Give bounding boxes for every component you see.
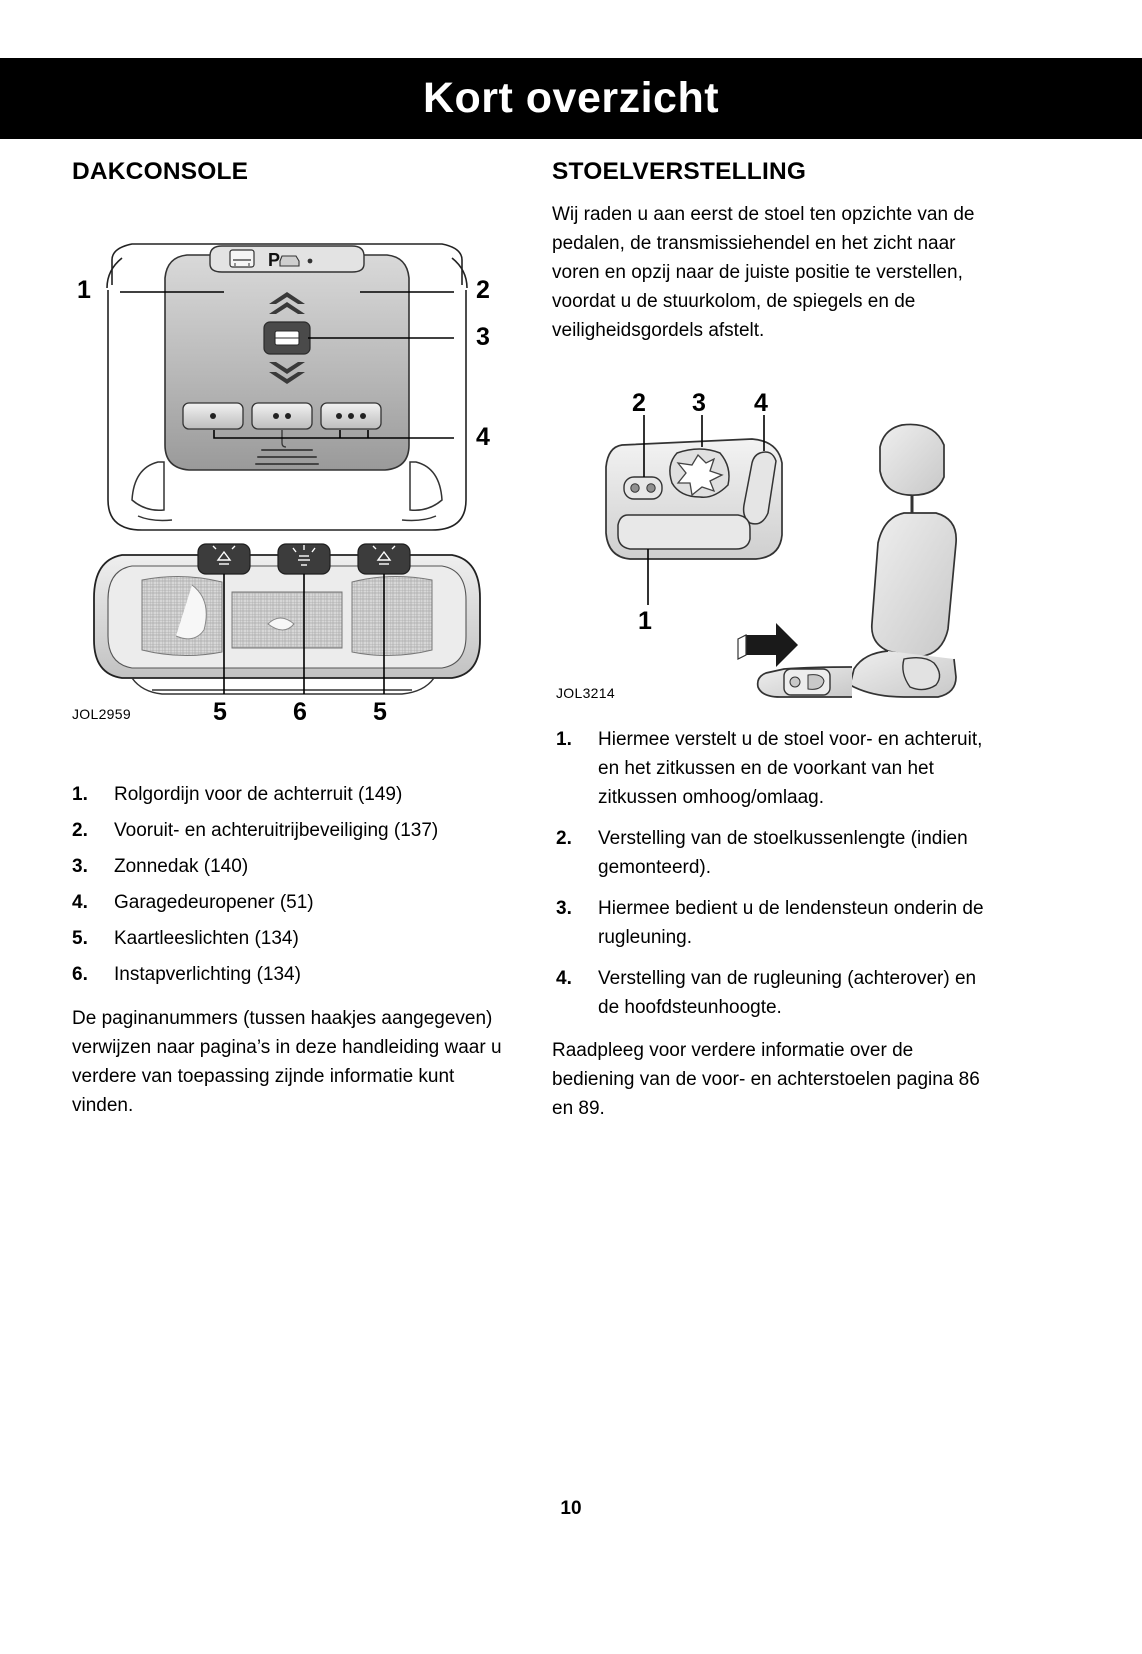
right-intro-text: Wij raden u aan eerst de stoel ten opzichte van de pedalen, de transmissiehendel en het zicht naar voren en opzij naar de juiste positie te verstellen, voordat u de stuurkolom, de spiegels en de veiligheidsgordels afstelt. bbox=[552, 204, 975, 341]
list-item-number: 4. bbox=[72, 892, 88, 913]
list-item-number: 6. bbox=[72, 964, 88, 985]
list-item-number: 2. bbox=[72, 820, 88, 841]
callout-1-roof: 1 bbox=[77, 276, 91, 304]
callout-4-roof: 4 bbox=[476, 423, 490, 451]
list-item-label: Zonnedak (140) bbox=[114, 856, 249, 877]
list-item-label: Garagedeuropener (51) bbox=[114, 892, 314, 913]
list-item-label: Rolgordijn voor de achterruit (149) bbox=[114, 784, 403, 805]
list-item-number: 1. bbox=[72, 784, 88, 805]
callout-1-seat: 1 bbox=[638, 607, 652, 635]
figure-code-roof: JOL2959 bbox=[72, 706, 131, 722]
list-item-label: Vooruit- en achteruitrijbeveiliging (137) bbox=[114, 820, 439, 841]
list-seat-adjust bbox=[552, 725, 992, 1022]
list-item bbox=[552, 894, 992, 952]
list-item-label: Kaartleeslichten (134) bbox=[114, 928, 299, 949]
list-item bbox=[72, 780, 502, 810]
list-item bbox=[72, 924, 502, 954]
list-item-label: Verstelling van de rugleuning (achterover) en de hoofdsteunhoogte. bbox=[598, 968, 977, 1018]
list-item-label: Verstelling van de stoelkussenlengte (indien gemonteerd). bbox=[598, 828, 968, 878]
callout-2-roof: 2 bbox=[476, 276, 490, 304]
left-note-text: De paginanummers (tussen haakjes aangegeven) verwijzen naar pagina’s in deze handleiding waar u verdere van toepassing zijnde informatie kunt vinden. bbox=[72, 1008, 502, 1116]
callout-2-seat: 2 bbox=[632, 389, 646, 417]
callout-4-seat: 4 bbox=[754, 389, 768, 417]
figure-roof-console bbox=[72, 200, 502, 780]
callout-3-seat: 3 bbox=[692, 389, 706, 417]
list-item-label: Hiermee verstelt u de stoel voor- en achteruit, en het zitkussen en de voorkant van het zitkussen omhoog/omlaag. bbox=[598, 729, 983, 808]
page-number: 10 bbox=[560, 1498, 582, 1519]
list-item bbox=[552, 824, 992, 882]
section-title-stoelverstelling: STOELVERSTELLING bbox=[552, 158, 807, 185]
right-column bbox=[552, 158, 992, 1137]
list-item-number: 2. bbox=[556, 828, 572, 849]
left-column bbox=[72, 158, 502, 1134]
svg-text:P: P bbox=[268, 250, 281, 270]
figure-code-seat: JOL3214 bbox=[556, 685, 615, 701]
right-note-text: Raadpleeg voor verdere informatie over de bediening van de voor- en achterstoelen pagina 86 en 89. bbox=[552, 1040, 980, 1119]
list-item-number: 1. bbox=[556, 729, 572, 750]
list-item-number: 4. bbox=[556, 968, 572, 989]
list-item-label: Hiermee bedient u de lendensteun onderin de rugleuning. bbox=[598, 898, 984, 948]
list-item-label: Instapverlichting (134) bbox=[114, 964, 301, 985]
page-title: Kort overzicht bbox=[422, 74, 720, 122]
list-item bbox=[552, 725, 992, 812]
list-item bbox=[72, 816, 502, 846]
list-item-number: 5. bbox=[72, 928, 88, 949]
callout-5b-roof: 5 bbox=[373, 698, 387, 726]
list-item bbox=[72, 852, 502, 882]
callout-3-roof: 3 bbox=[476, 323, 490, 351]
callout-5a-roof: 5 bbox=[213, 698, 227, 726]
seat-illustration bbox=[552, 367, 992, 707]
list-item-number: 3. bbox=[72, 856, 88, 877]
callout-6-roof: 6 bbox=[293, 698, 307, 726]
list-item bbox=[72, 960, 502, 990]
list-roof-console bbox=[72, 780, 502, 990]
list-item-number: 3. bbox=[556, 898, 572, 919]
roof-console-illustration bbox=[72, 200, 502, 780]
figure-seat-adjust bbox=[552, 367, 992, 707]
section-title-dakconsole: DAKCONSOLE bbox=[72, 158, 249, 185]
list-item bbox=[72, 888, 502, 918]
list-item bbox=[552, 964, 992, 1022]
